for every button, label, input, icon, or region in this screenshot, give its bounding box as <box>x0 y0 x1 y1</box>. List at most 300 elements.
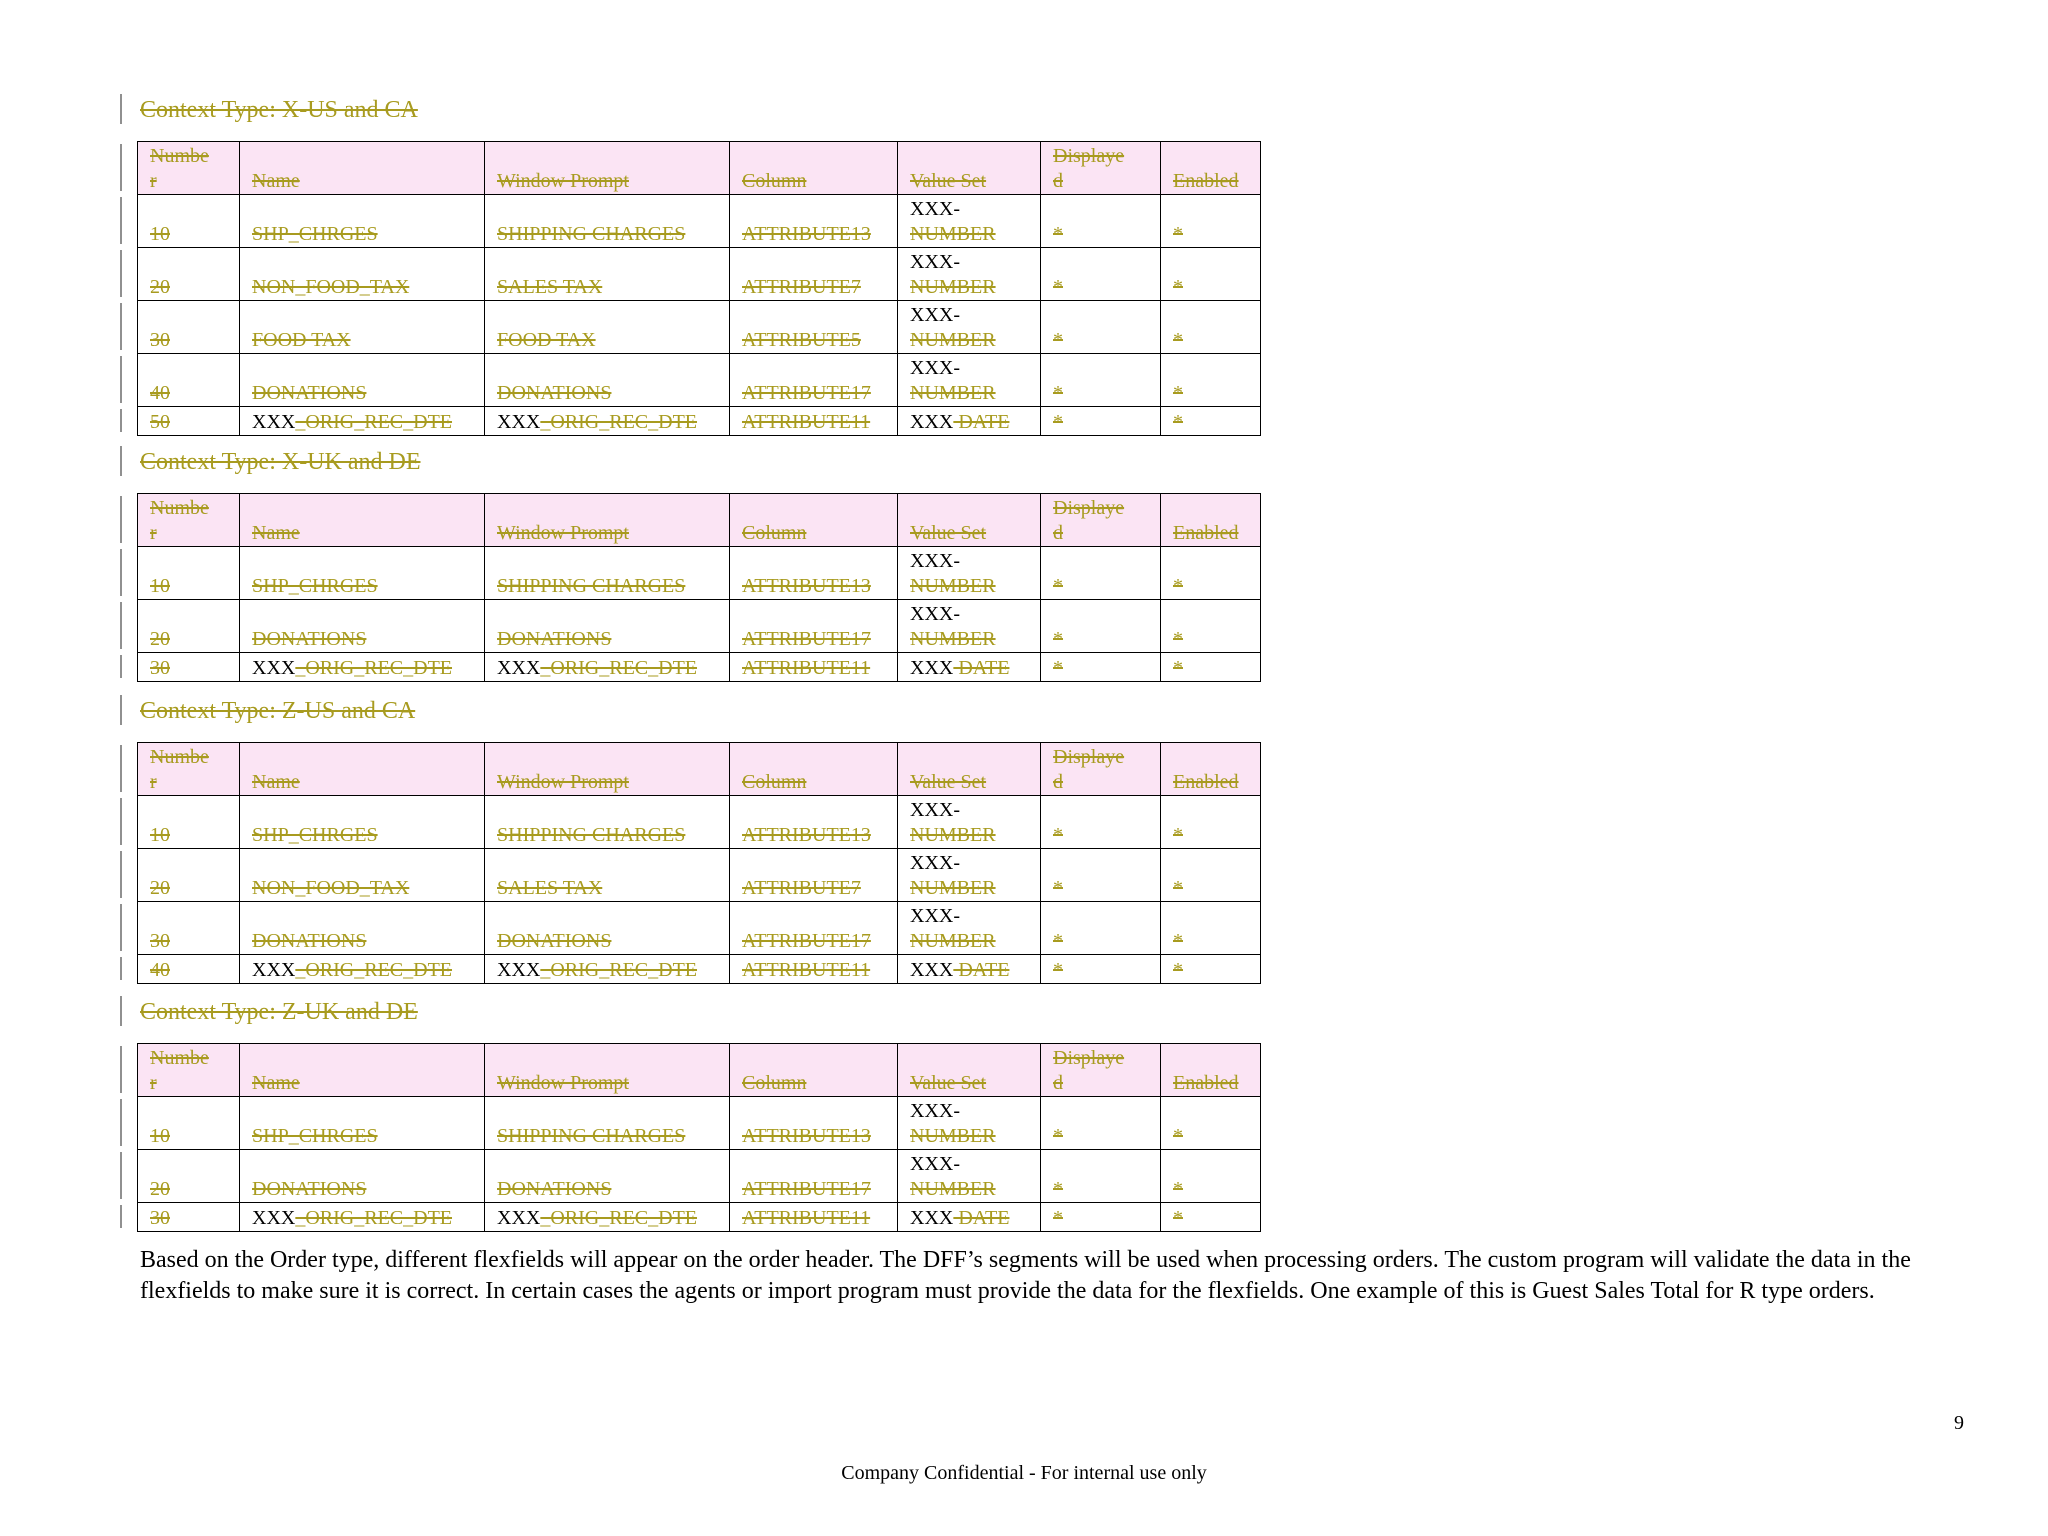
name-text: SHP_CHRGES <box>252 1125 378 1147</box>
prompt-text: DONATIONS <box>497 930 612 952</box>
change-bar <box>120 1099 122 1146</box>
cell-value-set <box>898 354 1041 407</box>
value-set-text: NUMBER <box>910 1125 996 1147</box>
header-text-line2: d <box>1053 522 1063 544</box>
change-bar <box>120 996 122 1026</box>
number-text: 30 <box>150 329 170 351</box>
table-header-row <box>138 1044 1261 1097</box>
cell-displayed <box>1041 600 1161 653</box>
cell-column <box>730 301 898 354</box>
column-text: ATTRIBUTE17 <box>742 628 871 650</box>
change-bar <box>120 798 122 845</box>
cell-window-prompt <box>485 195 730 248</box>
change-bar <box>120 496 122 543</box>
cell-value-set <box>898 796 1041 849</box>
header-cell-number <box>138 142 240 195</box>
displayed-text: * <box>1053 1207 1063 1229</box>
header-cell-displayed <box>1041 494 1161 547</box>
cell-column <box>730 1150 898 1203</box>
value-set-text: DATE <box>953 411 1010 433</box>
header-text: Name <box>252 1072 300 1094</box>
name-text: _ORIG_REC_DTE <box>295 657 453 679</box>
column-text: ATTRIBUTE17 <box>742 930 871 952</box>
name-prefix: XXX <box>252 411 296 433</box>
cell-enabled <box>1161 796 1261 849</box>
cell-value-set <box>898 955 1041 984</box>
value-set-text: NUMBER <box>910 382 996 404</box>
header-cell-displayed <box>1041 142 1161 195</box>
cell-value-set <box>898 248 1041 301</box>
header-text-line1: Displaye <box>1053 1047 1125 1069</box>
number-text: 30 <box>150 657 170 679</box>
header-text: Column <box>742 522 807 544</box>
header-text: Enabled <box>1173 522 1239 544</box>
enabled-text: * <box>1173 930 1183 952</box>
value-set-text: NUMBER <box>910 276 996 298</box>
change-bar <box>120 549 122 596</box>
cell-column <box>730 849 898 902</box>
value-set-prefix: XXX <box>910 959 954 981</box>
change-bar <box>120 655 122 678</box>
displayed-text: * <box>1053 1125 1063 1147</box>
context-type-heading: Context Type: X-US and CA <box>140 97 418 123</box>
cell-window-prompt <box>485 902 730 955</box>
table-row <box>138 354 1261 407</box>
cell-window-prompt <box>485 653 730 682</box>
displayed-text: * <box>1053 223 1063 245</box>
table-row <box>138 955 1261 984</box>
cell-displayed <box>1041 902 1161 955</box>
cell-column <box>730 195 898 248</box>
displayed-text: * <box>1053 329 1063 351</box>
header-cell-enabled <box>1161 1044 1261 1097</box>
table-row <box>138 902 1261 955</box>
name-text: _ORIG_REC_DTE <box>295 1207 453 1229</box>
dff-segment-table <box>137 1043 1261 1232</box>
header-cell-column <box>730 494 898 547</box>
cell-displayed <box>1041 248 1161 301</box>
header-text: Window Prompt <box>497 522 629 544</box>
cell-window-prompt <box>485 248 730 301</box>
cell-number <box>138 354 240 407</box>
cell-column <box>730 248 898 301</box>
prompt-text: SALES TAX <box>497 877 603 899</box>
number-text: 20 <box>150 1178 170 1200</box>
prompt-prefix: XXX <box>497 1207 541 1229</box>
header-cell-displayed <box>1041 743 1161 796</box>
name-text: DONATIONS <box>252 382 367 404</box>
displayed-text: * <box>1053 824 1063 846</box>
table-row <box>138 407 1261 436</box>
header-cell-column <box>730 1044 898 1097</box>
cell-window-prompt <box>485 354 730 407</box>
cell-displayed <box>1041 301 1161 354</box>
cell-column <box>730 547 898 600</box>
displayed-text: * <box>1053 877 1063 899</box>
value-set-prefix: XXX <box>910 411 954 433</box>
cell-name <box>240 600 485 653</box>
value-set-text: NUMBER <box>910 575 996 597</box>
name-text: SHP_CHRGES <box>252 575 378 597</box>
value-set-text: DATE <box>953 657 1010 679</box>
cell-name <box>240 1150 485 1203</box>
header-text-line1: Numbe <box>150 1047 209 1069</box>
number-text: 20 <box>150 276 170 298</box>
cell-number <box>138 902 240 955</box>
cell-name <box>240 195 485 248</box>
cell-window-prompt <box>485 600 730 653</box>
column-text: ATTRIBUTE11 <box>742 959 871 981</box>
enabled-text: * <box>1173 329 1183 351</box>
cell-enabled <box>1161 902 1261 955</box>
header-cell-name <box>240 1044 485 1097</box>
table-row <box>138 600 1261 653</box>
name-prefix: XXX <box>252 1207 296 1229</box>
name-text: NON_FOOD_TAX <box>252 276 410 298</box>
cell-displayed <box>1041 653 1161 682</box>
header-text-line2: d <box>1053 170 1063 192</box>
table-header-row <box>138 494 1261 547</box>
value-set-prefix: XXX- <box>910 1153 960 1175</box>
header-cell-window-prompt <box>485 494 730 547</box>
header-text: Window Prompt <box>497 170 629 192</box>
change-bar <box>120 197 122 244</box>
dff-segment-table <box>137 141 1261 436</box>
cell-number <box>138 248 240 301</box>
cell-window-prompt <box>485 1097 730 1150</box>
name-text: SHP_CHRGES <box>252 223 378 245</box>
table-header-row <box>138 743 1261 796</box>
context-type-heading: Context Type: Z-UK and DE <box>140 999 418 1025</box>
change-bar <box>120 144 122 191</box>
header-text-line1: Displaye <box>1053 497 1125 519</box>
cell-window-prompt <box>485 301 730 354</box>
value-set-prefix: XXX- <box>910 198 960 220</box>
cell-displayed <box>1041 955 1161 984</box>
column-text: ATTRIBUTE17 <box>742 1178 871 1200</box>
prompt-text: _ORIG_REC_DTE <box>540 411 698 433</box>
cell-window-prompt <box>485 547 730 600</box>
change-bar <box>120 1152 122 1199</box>
header-cell-name <box>240 743 485 796</box>
cell-number <box>138 547 240 600</box>
enabled-text: * <box>1173 575 1183 597</box>
displayed-text: * <box>1053 628 1063 650</box>
cell-column <box>730 407 898 436</box>
page-footer: Company Confidential - For internal use only <box>841 1462 1207 1484</box>
header-text-line1: Numbe <box>150 746 209 768</box>
displayed-text: * <box>1053 411 1063 433</box>
cell-window-prompt <box>485 796 730 849</box>
cell-number <box>138 849 240 902</box>
cell-displayed <box>1041 195 1161 248</box>
name-text: DONATIONS <box>252 930 367 952</box>
displayed-text: * <box>1053 657 1063 679</box>
cell-enabled <box>1161 1097 1261 1150</box>
cell-window-prompt <box>485 407 730 436</box>
value-set-text: NUMBER <box>910 824 996 846</box>
change-bar <box>120 1046 122 1093</box>
column-text: ATTRIBUTE11 <box>742 1207 871 1229</box>
prompt-prefix: XXX <box>497 959 541 981</box>
header-cell-name <box>240 494 485 547</box>
prompt-text: SHIPPING CHARGES <box>497 1125 686 1147</box>
displayed-text: * <box>1053 575 1063 597</box>
header-cell-value-set <box>898 743 1041 796</box>
name-text: _ORIG_REC_DTE <box>295 959 453 981</box>
cell-displayed <box>1041 1203 1161 1232</box>
change-bar <box>120 851 122 898</box>
table-row <box>138 248 1261 301</box>
column-text: ATTRIBUTE7 <box>742 877 861 899</box>
header-text-line1: Displaye <box>1053 145 1125 167</box>
enabled-text: * <box>1173 276 1183 298</box>
header-text-line2: d <box>1053 771 1063 793</box>
cell-value-set <box>898 301 1041 354</box>
cell-name <box>240 1097 485 1150</box>
table-row <box>138 653 1261 682</box>
value-set-text: NUMBER <box>910 223 996 245</box>
header-cell-enabled <box>1161 743 1261 796</box>
cell-number <box>138 1097 240 1150</box>
cell-enabled <box>1161 653 1261 682</box>
prompt-text: _ORIG_REC_DTE <box>540 1207 698 1229</box>
column-text: ATTRIBUTE11 <box>742 657 871 679</box>
table-row <box>138 1150 1261 1203</box>
cell-number <box>138 653 240 682</box>
header-text: Enabled <box>1173 1072 1239 1094</box>
column-text: ATTRIBUTE13 <box>742 223 871 245</box>
prompt-text: _ORIG_REC_DTE <box>540 657 698 679</box>
dff-segment-table <box>137 493 1261 682</box>
enabled-text: * <box>1173 1207 1183 1229</box>
change-bar <box>120 303 122 350</box>
header-cell-enabled <box>1161 142 1261 195</box>
cell-column <box>730 1097 898 1150</box>
cell-value-set <box>898 195 1041 248</box>
table-row <box>138 301 1261 354</box>
cell-name <box>240 301 485 354</box>
context-type-heading: Context Type: X-UK and DE <box>140 449 421 475</box>
enabled-text: * <box>1173 824 1183 846</box>
number-text: 10 <box>150 1125 170 1147</box>
cell-column <box>730 354 898 407</box>
table-row <box>138 1097 1261 1150</box>
table-row <box>138 195 1261 248</box>
value-set-text: NUMBER <box>910 877 996 899</box>
change-bar <box>120 695 122 725</box>
prompt-text: SALES TAX <box>497 276 603 298</box>
number-text: 20 <box>150 628 170 650</box>
header-text: Value Set <box>910 771 987 793</box>
cell-enabled <box>1161 849 1261 902</box>
cell-enabled <box>1161 1203 1261 1232</box>
name-text: FOOD TAX <box>252 329 351 351</box>
cell-name <box>240 902 485 955</box>
cell-number <box>138 600 240 653</box>
change-bar <box>120 745 122 792</box>
prompt-prefix: XXX <box>497 657 541 679</box>
cell-value-set <box>898 547 1041 600</box>
cell-displayed <box>1041 354 1161 407</box>
cell-number <box>138 1203 240 1232</box>
change-bar <box>120 446 122 476</box>
table-header-row <box>138 142 1261 195</box>
table-row <box>138 547 1261 600</box>
name-text: DONATIONS <box>252 1178 367 1200</box>
header-cell-number <box>138 743 240 796</box>
header-text-line1: Displaye <box>1053 746 1125 768</box>
number-text: 50 <box>150 411 170 433</box>
value-set-prefix: XXX- <box>910 603 960 625</box>
context-type-heading: Context Type: Z-US and CA <box>140 698 416 724</box>
cell-window-prompt <box>485 1150 730 1203</box>
header-cell-value-set <box>898 1044 1041 1097</box>
cell-enabled <box>1161 600 1261 653</box>
number-text: 40 <box>150 959 170 981</box>
name-text: _ORIG_REC_DTE <box>295 411 453 433</box>
cell-displayed <box>1041 1150 1161 1203</box>
cell-value-set <box>898 1203 1041 1232</box>
value-set-prefix: XXX <box>910 657 954 679</box>
cell-enabled <box>1161 354 1261 407</box>
header-cell-window-prompt <box>485 743 730 796</box>
value-set-prefix: XXX- <box>910 550 960 572</box>
change-bar <box>120 957 122 980</box>
header-cell-value-set <box>898 142 1041 195</box>
cell-window-prompt <box>485 1203 730 1232</box>
enabled-text: * <box>1173 411 1183 433</box>
header-text: Value Set <box>910 522 987 544</box>
change-bar <box>120 94 122 124</box>
header-text: Name <box>252 771 300 793</box>
cell-displayed <box>1041 849 1161 902</box>
header-text-line2: r <box>150 170 157 192</box>
header-text-line2: r <box>150 771 157 793</box>
header-cell-column <box>730 142 898 195</box>
cell-name <box>240 248 485 301</box>
enabled-text: * <box>1173 1178 1183 1200</box>
column-text: ATTRIBUTE7 <box>742 276 861 298</box>
value-set-prefix: XXX- <box>910 304 960 326</box>
header-cell-value-set <box>898 494 1041 547</box>
cell-displayed <box>1041 407 1161 436</box>
dff-segment-table <box>137 742 1261 984</box>
cell-name <box>240 955 485 984</box>
enabled-text: * <box>1173 959 1183 981</box>
prompt-text: SHIPPING CHARGES <box>497 575 686 597</box>
name-text: SHP_CHRGES <box>252 824 378 846</box>
cell-window-prompt <box>485 849 730 902</box>
change-bar <box>120 602 122 649</box>
body-paragraph: Based on the Order type, different flexfields will appear on the order header. The DFF’s segments will be used when processing orders. The custom program will validate the data in the flexfields to make sure it is correct. In certain cases the agents or import program must provide the data for the flexfields. One example of this is Guest Sales Total for R type orders. <box>140 1247 1911 1304</box>
value-set-text: DATE <box>953 959 1010 981</box>
column-text: ATTRIBUTE13 <box>742 1125 871 1147</box>
header-text: Column <box>742 170 807 192</box>
cell-number <box>138 301 240 354</box>
header-cell-displayed <box>1041 1044 1161 1097</box>
header-text: Column <box>742 1072 807 1094</box>
cell-number <box>138 1150 240 1203</box>
value-set-text: NUMBER <box>910 930 996 952</box>
header-text-line2: d <box>1053 1072 1063 1094</box>
cell-column <box>730 653 898 682</box>
cell-number <box>138 407 240 436</box>
header-text: Name <box>252 522 300 544</box>
cell-column <box>730 1203 898 1232</box>
name-text: NON_FOOD_TAX <box>252 877 410 899</box>
value-set-prefix: XXX- <box>910 852 960 874</box>
value-set-prefix: XXX- <box>910 905 960 927</box>
cell-enabled <box>1161 547 1261 600</box>
enabled-text: * <box>1173 382 1183 404</box>
header-cell-name <box>240 142 485 195</box>
cell-enabled <box>1161 407 1261 436</box>
cell-name <box>240 1203 485 1232</box>
cell-column <box>730 902 898 955</box>
column-text: ATTRIBUTE5 <box>742 329 861 351</box>
enabled-text: * <box>1173 223 1183 245</box>
cell-name <box>240 547 485 600</box>
number-text: 40 <box>150 382 170 404</box>
change-bar <box>120 1205 122 1228</box>
name-text: DONATIONS <box>252 628 367 650</box>
cell-value-set <box>898 407 1041 436</box>
number-text: 10 <box>150 223 170 245</box>
cell-enabled <box>1161 955 1261 984</box>
enabled-text: * <box>1173 1125 1183 1147</box>
cell-name <box>240 653 485 682</box>
change-bar <box>120 250 122 297</box>
name-prefix: XXX <box>252 657 296 679</box>
header-text: Enabled <box>1173 170 1239 192</box>
header-text-line1: Numbe <box>150 145 209 167</box>
header-text-line2: r <box>150 522 157 544</box>
prompt-text: DONATIONS <box>497 628 612 650</box>
table-row <box>138 796 1261 849</box>
number-text: 30 <box>150 930 170 952</box>
cell-number <box>138 195 240 248</box>
cell-value-set <box>898 653 1041 682</box>
prompt-text: SHIPPING CHARGES <box>497 824 686 846</box>
displayed-text: * <box>1053 930 1063 952</box>
displayed-text: * <box>1053 276 1063 298</box>
displayed-text: * <box>1053 382 1063 404</box>
cell-name <box>240 354 485 407</box>
column-text: ATTRIBUTE13 <box>742 575 871 597</box>
header-text-line1: Numbe <box>150 497 209 519</box>
cell-number <box>138 796 240 849</box>
displayed-text: * <box>1053 1178 1063 1200</box>
cell-enabled <box>1161 301 1261 354</box>
cell-number <box>138 955 240 984</box>
value-set-text: NUMBER <box>910 329 996 351</box>
prompt-prefix: XXX <box>497 411 541 433</box>
table-row <box>138 849 1261 902</box>
value-set-prefix: XXX <box>910 1207 954 1229</box>
cell-displayed <box>1041 1097 1161 1150</box>
column-text: ATTRIBUTE11 <box>742 411 871 433</box>
cell-name <box>240 407 485 436</box>
value-set-prefix: XXX- <box>910 1100 960 1122</box>
change-bar <box>120 356 122 403</box>
cell-enabled <box>1161 195 1261 248</box>
displayed-text: * <box>1053 959 1063 981</box>
number-text: 30 <box>150 1207 170 1229</box>
header-text: Name <box>252 170 300 192</box>
change-bar <box>120 904 122 951</box>
cell-column <box>730 600 898 653</box>
